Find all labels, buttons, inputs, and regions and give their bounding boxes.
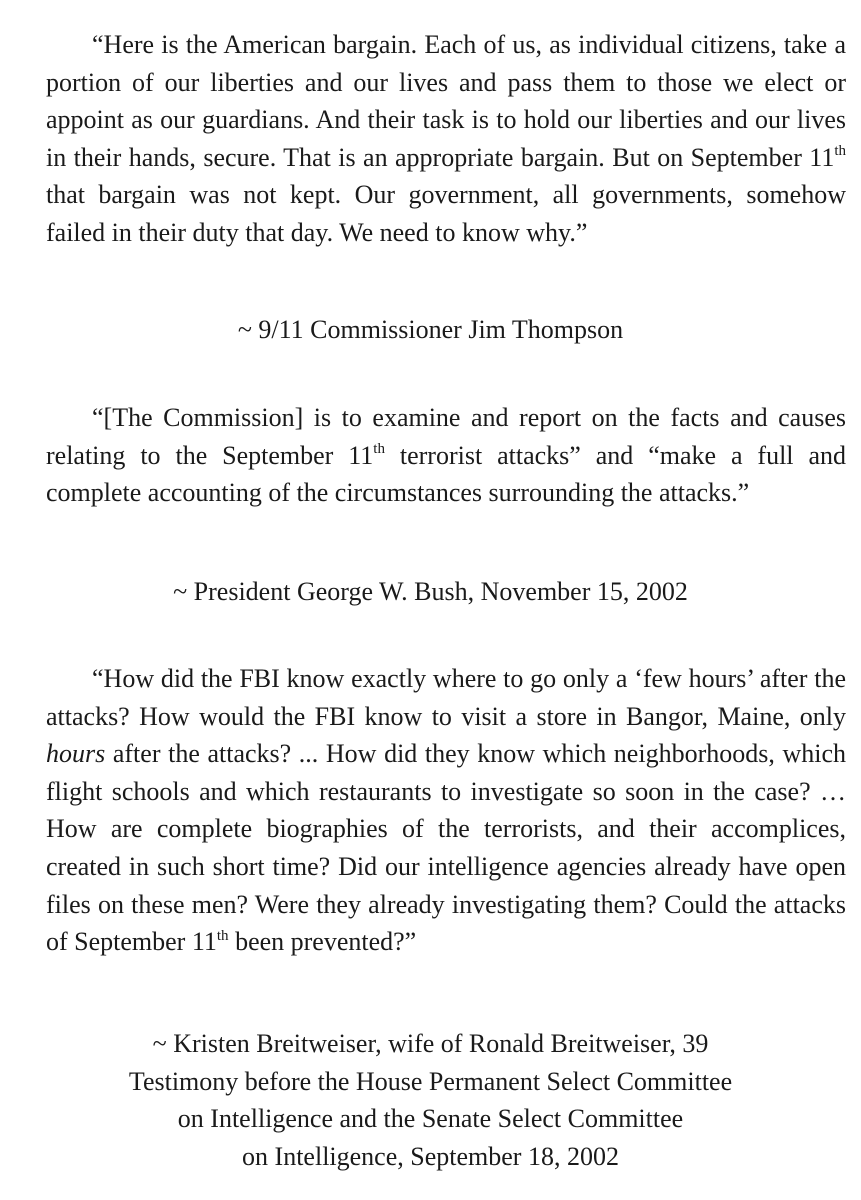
quote-text: that bargain was not kept. Our government, all governments, somehow failed in their duty that day. We need to know why.” bbox=[46, 180, 846, 247]
quote-text: “[The Commission] is to examine and report on the facts and causes relating to the September 11 bbox=[46, 403, 846, 470]
attribution-line: on Intelligence, September 18, 2002 bbox=[242, 1141, 619, 1171]
attribution-line: ~ President George W. Bush, November 15, 2002 bbox=[173, 577, 688, 606]
quote-text: after the attacks? ... How did they know which neighborhoods, which flight schools and which restaurants to investigate so soon in the case? … How are complete biographies of the terrorists, and their accomplices, created in such short time? Did our intelligence agencies already have open files on these men? Were they already investigating them? Could the attacks of September 11 bbox=[46, 739, 846, 957]
attribution-line: on Intelligence and the Senate Select Committee bbox=[177, 1104, 684, 1134]
ordinal-suffix: th bbox=[834, 143, 846, 160]
attribution-line: ~ Kristen Breitweiser, wife of Ronald Breitweiser, 39 bbox=[152, 1029, 709, 1058]
quote-breitweiser bbox=[46, 660, 846, 961]
quote-bush bbox=[46, 399, 846, 512]
quote-text: “How did the FBI know exactly where to go only a ‘few hours’ after the attacks? How would the FBI know to visit a store in Bangor, Maine, only bbox=[46, 664, 846, 731]
attribution-line: ~ 9/11 Commissioner Jim Thompson bbox=[237, 315, 624, 344]
attribution-bush bbox=[20, 573, 841, 611]
ordinal-suffix: th bbox=[216, 927, 229, 944]
attribution-line: Testimony before the House Permanent Select Committee bbox=[128, 1066, 733, 1096]
attribution-thompson bbox=[20, 311, 841, 349]
quote-text: terrorist attacks” and “make a full and complete accounting of the circumstances surrounding the attacks.” bbox=[46, 440, 846, 508]
ordinal-suffix: th bbox=[373, 440, 385, 457]
quote-thompson bbox=[46, 26, 846, 252]
attribution-breitweiser bbox=[20, 1025, 841, 1175]
quote-text: “Here is the American bargain. Each of us, as individual citizens, take a portion of our liberties and our lives and pass them to those we elect or appoint as our guardians. And their task is to hold our liberties and our lives in their hands, secure. That is an appropriate bargain. But on September 11 bbox=[46, 30, 846, 172]
quote-text: been prevented?” bbox=[228, 927, 417, 957]
emphasized-text: hours bbox=[46, 739, 106, 769]
